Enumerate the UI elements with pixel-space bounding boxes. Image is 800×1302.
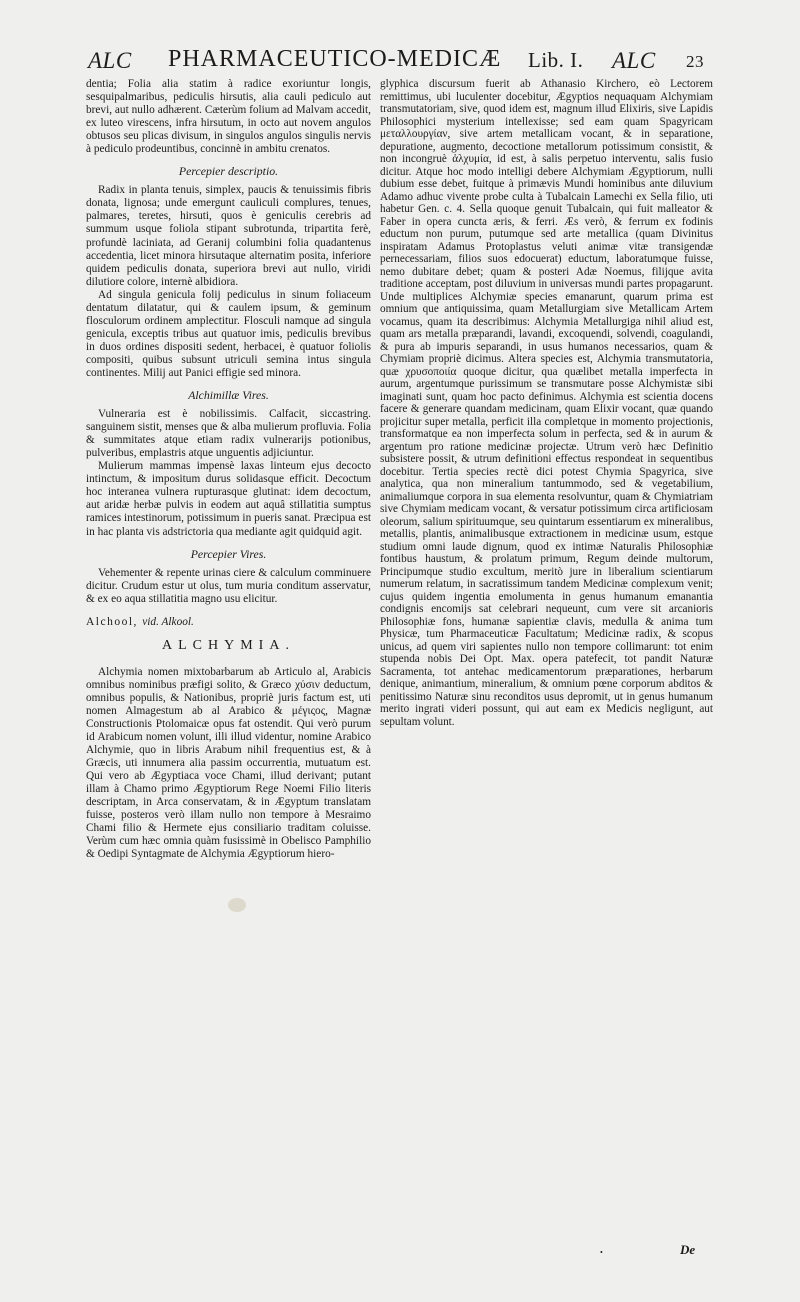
paragraph: glyphica discursum fuerit ab Athanasio Kirchero, eò Lectorem remittimus, ubi luculenter docebitur, Ægyptios nequaquam Alchymiam transmutatoriam, sive, quod idem est, magnum illud Elixiris, sive Lapidis Philosophici mysterium intellexisse; sed eam quam Spagyricam μεταλλουργίαν, sive artem metallicam vocant, & in separatione, depuratione, augmento, decoctione metallorum potissimum consistit, & non incongruè ἀλχυμία, id est, à salis perpetuo interventu, salis fusio dicitur. Atque hoc modo intelligi debere Alchymiam Ægyptiorum, nulli dubium esse debet, fuitque à primævis Mundi hominibus ante diluvium Adamo adhuc vivente probe culta à Tubalcain Lamechi ex Sella filio, uti habetur Gen. c. 4. Sella quoque genuit Tubalcain, qui fuit malleator & Faber in opera cuncta æris, & ferri. Æs verò, & ferrum ex fodinis eductum non purum, putumque sed arte metallica (quam Divinitus inspiratam Adamus Protoplastus veluti animæ vitæ transigendæ pernecessariam, filios suos edocuerat) eductum, laboratumque fuisse, nemo dubitare debet; quam & posteri Adæ Noemus, filijque avita traditione acceptam, post diluvium in universas mundi partes propagarunt. Unde multiplices Alchymiæ species emanarunt, quarum prima est omnium que antiquissima, quam Metallurgiam sive Metallicam Artem vocamus, quam ita describimus: Alchymia Metallurgiga nihil aliud est, quam ars metalla præparandi, lavandi, excoquendi, solvendi, coagulandi, & pura ab impuris separandi, in usus humanos necessarios, quam & Chymiam propriè dicimus. Altera species est, Alchymia transmutatoria, quæ χρυσοποιία quoque dicitur, qua quælibet metalla imperfecta in aurum, argentumque purissimum se transmutare posse Alchymistæ sibi imaginati sunt, quam hoc pacto definimus. Alchymia est scientia docens facere & generare quandam medicinam, quam Elixir vocant, quæ quando projicitur super metalla, perficit illa completque in momento projectionis, transformatque ea non imperfecta solum in perfecta, sed & in aurum & argentum pro ratione medicinæ projectæ. Utrum verò hæc Definitio subsistere possit, & utrum definitioni effectus respondeat in sequentibus docebitur. Tertia species rectè dici potest Chymia Spagyrica, sive analytica, qua non mineralium tantummodo, sed & vegetabilium, animaliumque corpora in sua elementa resolvuntur, quam & Chymiatriam sive Chymiam medicam vocant, & versatur potissimum circa artificiosam oleorum, salium spirituumque, seu quintarum essentiarum ex mineralibus, metallis, plantis, animalibusque extractionem in medicinæ usum, estque studium omni laude dignum, quod ex intimæ Naturalis Philosophiæ fontibus haustum, & prolatum primum, Regum deinde multorum, Principumque studio excultum, meritò jure in liberalium scientiarum numerum relatum, in sacratissimum tandem Medicinæ complexum venit; cujus quidem ingentia emolumenta in genus humanum emanantia condignis encomijs sat celebrari nequeunt, cum vere sit arcanioris Philosophiæ fons, humanæ sapientiæ clavis, medulla & anima tum Physicæ, tum Pharmaceuticæ Facultatum; Medicinæ radix, & scopus unicus, ad quem viri sapientes nullo non tempore collimarunt: tot enim stupenda nobis Dei Opt. Max. opera patefecit, tot pandit Naturæ Sacramenta, tot antehac medicamentorum præparationes, herbarum denique, animantium, mineralium, & omnium pœne corporum abditos & penitissimo Naturæ sinu reconditos usus depromit, ut in genus humanum merito ingrati videri possunt, qui aut eam ex Medicis negligunt, aut sepultam volunt. [380,78,713,728]
catchword: De [680,1242,696,1257]
section-heading: Percepier descriptio. [178,164,279,179]
paragraph: Vulneraria est è nobilissimis. Calfacit, siccastring. sanguinem sistit, menses que & alba mulierum profluvia. Folia & summitates atque etiam radix vulnerarijs potionibus, pulveribus, emplastris atque unguentis adjiciuntur. [86,408,371,460]
paragraph: Ad singula genicula folij pediculus in sinum foliaceum dentatum dilatatur, qui & caulem ipsum, & geminum flosculorum ordinem amplectitur. Flosculi namque ad singula genicula, exceptis tribus aut quatuor imis, pediculis brevibus in duos ordines dispositi sedent, herbacei, è quatuor foliolis compositi, quibus subsunt utriculi semina intus singula continentes. Milij aut Panici effigie sed minora. [86,288,371,379]
header-right-word: ALC [612,48,656,73]
paragraph: dentia; Folia alia statim à radice exoriuntur longis, sesquipalmaribus, pediculis hirsutis, alia cauli pediculo aut brevi, aut nullo adhærent. Cæterùm folium ad Malvam accedit, ex luteo virescens, infra hirsutum, in octo aut novem angulos obtusos seu plicas divisum, in singulos angulos singulis nervis à pediculo prodeuntibus, concinnè in ambitu crenatos. [86,78,371,156]
ink-dot: • [600,1248,603,1257]
left-text-column [86,78,371,862]
entry-heading: ALCHYMIA. [162,637,295,653]
header-title: PHARMACEUTICO-MEDICÆ [168,46,502,72]
right-text-column [380,78,713,728]
paragraph: Mulierum mammas impensè laxas linteum ejus decocto intinctum, & impositum durus solidasque efficit. Decoctum hoc interanea vulnera rupturasque glutinat: idem decoctum, aut aridæ herbæ pulvis in eodem aut aquâ stillatitia sumptus ramices intestinorum, potissimum in pueris sanat. Præcipua est in hac planta vis adstrictoria qua mediante agit quidquid agit. [86,460,371,538]
page-number: 23 [686,52,704,71]
cross-reference-term: Alchool, [86,615,138,628]
paper-stain [228,898,246,912]
running-header [88,42,728,76]
header-book-number: Lib. I. [528,48,584,72]
paragraph: Vehementer & repente urinas ciere & calculum comminuere dicitur. Crudum estur ut olus, tum muria conditum asservatur, & ex eo aqua stillatitia magno usu elicitur. [86,566,371,605]
cross-reference-target: vid. Alkool. [142,615,194,628]
header-left-word: ALC [88,48,132,73]
section-heading: Percepier Vires. [190,546,267,561]
cross-reference [86,616,371,629]
paragraph: Alchymia nomen mixtobarbarum ab Articulo al, Arabicis omnibus nominibus præfigi solito, & Græco χύσιν deductum, omnibus populis, & Nationibus, propriè juris factum est, uti nomen Almagestum ab al Arabico & μέγιςος, Magnæ Constructionis Ptolomaicæ opus fat ostendit. Qui verò purum id Arabicum nomen volunt, illi illud videntur, nomine Arabico Alchymie, quo in libris Arabum nihil frequentius est, & à Græcis, uti innumera alia passim occurrentia, mutuatum est. Qui vero ab Ægyptiaca voce Chami, illud derivant; putant illam à Chamo primo Ægyptiorum Rege Noemi Filio literis descriptam, in Arca conservatam, & in Ægyptum translatam fuisse, posteros verò illam nullo non tempore à Mesraimo Chami filio & Hermete ejus consiliario traditam coluisse. Verùm cum hæc omnia quàm fusissimè in Obelisco Pamphilio & Oedipi Syntagmate de Alchymia Ægyptiorum hiero- [86,665,371,861]
paragraph: Radix in planta tenuis, simplex, paucis & tenuissimis fibris donata, lignosa; unde emergunt cauliculi complures, tenues, palmares, teretes, hirsuti, quos è geniculis cerebris ad summum usque foliola stipant subrotunda, tripartita ferè, profundè laciniata, ad Geranij columbini folia quadantenus accedentia, licet minora hirsutaque alternatim posita, inferiore quidem pediculis donata, superiora brevi aut nullo, viridi dilutiore colore, internè albidiora. [86,184,371,288]
section-heading: Alchimillæ Vires. [188,388,269,403]
